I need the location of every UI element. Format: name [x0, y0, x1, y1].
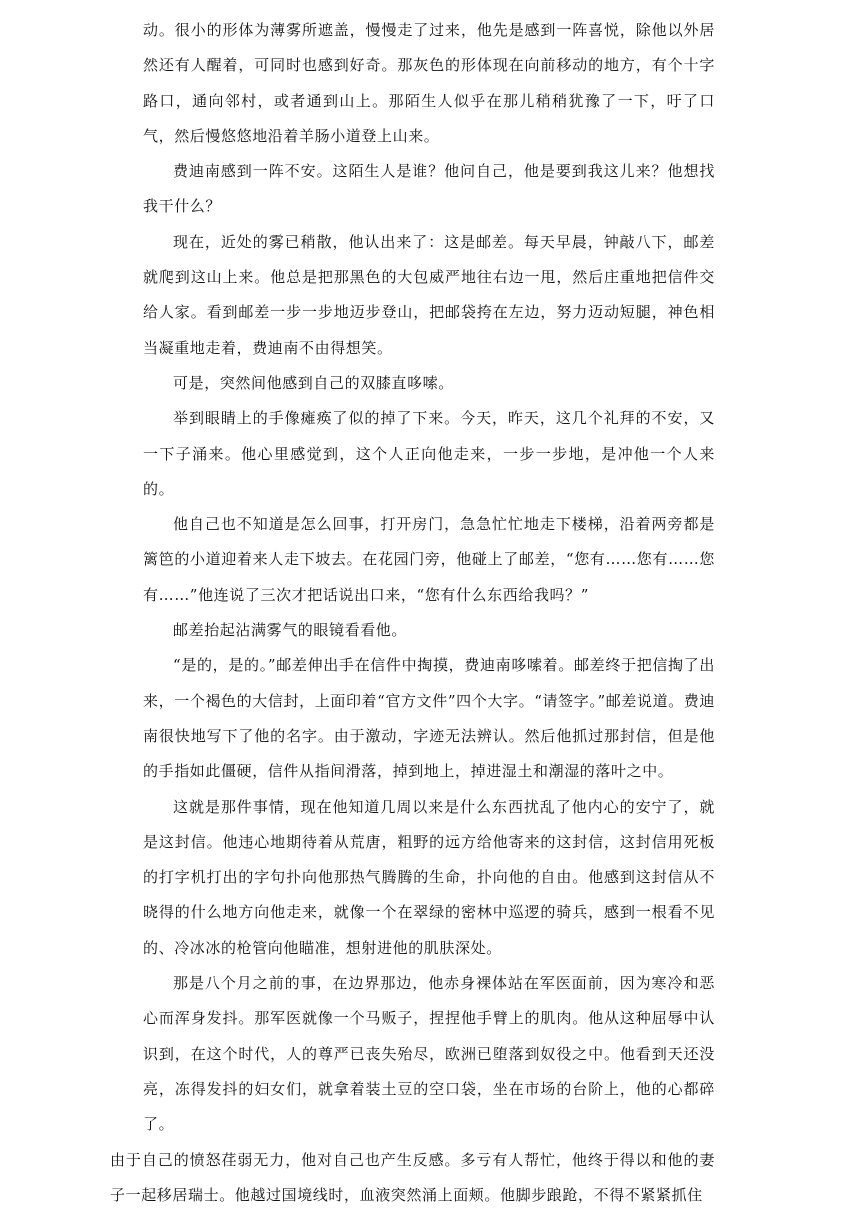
paragraph-8: “是的，是的。”邮差伸出手在信件中掏摸，费迪南哆嗦着。邮差终于把信掏了出来，一个褐色的大信封，上面印着“官方文件”四个大字。“请签字。”邮差说道。费迪南很快地写下了他的名字。由于激动，字迹无法辨认。然后他抓过那封信，但是他的手指如此僵硬，信件从指间滑落，掉到地上，掉进湿土和潮湿的落叶之中。: [143, 656, 715, 781]
paragraph-3: 现在，近处的雾已稍散，他认出来了：这是邮差。每天早晨，钟敲八下，邮差就爬到这山上来。他总是把那黑色的大包威严地往右边一甩，然后庄重地把信件交给人家。看到邮差一步一步地迈步登山，把邮袋挎在左边，努力迈动短腿，神色相当凝重地走着，费迪南不由得想笑。: [143, 232, 715, 357]
paragraph-6: 他自己也不知道是怎么回事，打开房门，急急忙忙地走下楼梯，沿着两旁都是篱笆的小道迎着来人走下坡去。在花园门旁，他碰上了邮差，“您有……您有……您有……”他连说了三次才把话说出口来，“您有什么东西给我吗？”: [143, 515, 715, 604]
paragraph-4: 可是，突然间他感到自己的双膝直哆嗦。: [173, 373, 454, 392]
paragraph-2: 费迪南感到一阵不安。这陌生人是谁？他问自己，他是要到我这儿来？他想找我干什么？: [143, 162, 715, 216]
body-text: [110, 13, 715, 1213]
paragraph-5: 举到眼睛上的手像瘫痪了似的掉了下来。今天，昨天，这几个礼拜的不安，又一下子涌来。他心里感觉到，这个人正向他走来，一步一步地，是冲他一个人来的。: [143, 409, 715, 498]
paragraph-11: 由于自己的愤怒荏弱无力，他对自己也产生反感。多亏有人帮忙，他终于得以和他的妻子一起移居瑞士。他越过国境线时，血液突然涌上面颊。他脚步踉跄，不得不紧紧抓住: [110, 1150, 715, 1204]
paragraph-1: 动。很小的形体为薄雾所遮盖，慢慢走了过来，他先是感到一阵喜悦，除他以外居然还有人醒着，可同时也感到好奇。那灰色的形体现在向前移动的地方，有个十字路口，通向邻村，或者通到山上。那陌生人似乎在那儿稍稍犹豫了一下，吁了口气，然后慢悠悠地沿着羊肠小道登上山来。: [143, 21, 715, 145]
paragraph-10: 那是八个月之前的事，在边界那边，他赤身裸体站在军医面前，因为寒冷和恶心而浑身发抖。那军医就像一个马贩子，捏捏他手臂上的肌肉。他从这种屈辱中认识到，在这个时代，人的尊严已丧失殆尽，欧洲已堕落到奴役之中。他看到天还没亮，冻得发抖的妇女们，就拿着装土豆的空口袋，坐在市场的台阶上，他的心都碎了。: [143, 974, 715, 1134]
paragraph-9: 这就是那件事情，现在他知道几周以来是什么东西扰乱了他内心的安宁了，就是这封信。他违心地期待着从荒唐，粗野的远方给他寄来的这封信，这封信用死板的打字机打出的字句扑向他那热气腾腾的生命，扑向他的自由。他感到这封信从不晓得的什么地方向他走来，就像一个在翠绿的密林中巡逻的骑兵，感到一根看不见的、冷冰冰的枪管向他瞄准，想射进他的肌肤深处。: [143, 797, 715, 957]
paragraph-7: 邮差抬起沾满雾气的眼镜看看他。: [173, 621, 408, 640]
